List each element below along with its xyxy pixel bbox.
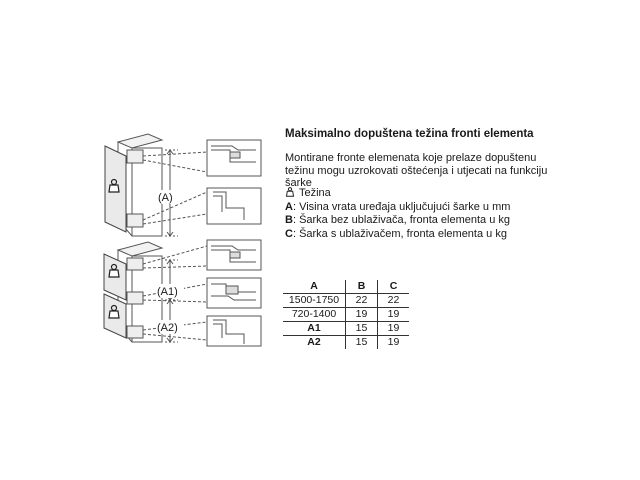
weight-icon [285, 187, 295, 197]
legend-item-weight [285, 187, 510, 201]
hinge-detail-lower-top [207, 240, 261, 270]
legend-text: : Šarka s ublaživačem, fronta elementa u kg [292, 227, 507, 240]
legend-key: B [285, 214, 293, 226]
table-row [283, 308, 409, 322]
table-cell: 19 [378, 322, 410, 336]
table-cell: 19 [346, 308, 378, 322]
table-row [283, 336, 409, 350]
section-title: Maksimalno dopuštena težina fronti elementa [285, 128, 534, 140]
description-text: Montirane fronte elemenata koje prelaze dopuštenu težinu mogu uzrokovati oštećenja i utjecati na funkciju šarke [285, 152, 548, 189]
table-cell: 22 [346, 294, 378, 308]
legend-text: : Visina vrata uređaja uključujući šarke u mm [292, 200, 511, 213]
legend-item-b [285, 214, 510, 228]
legend-item-a [285, 201, 510, 215]
table-row [283, 322, 409, 336]
column-header-c: C [378, 280, 410, 294]
legend-text: Težina [299, 187, 331, 199]
table-cell: A2 [307, 336, 321, 348]
legend-key: C [285, 227, 293, 240]
table-header-row [283, 280, 409, 294]
table-cell: 720-1400 [283, 308, 346, 322]
dimension-label-a: (A) [158, 192, 173, 204]
column-header-a: A [283, 280, 346, 294]
hinge-detail-top [207, 140, 261, 176]
legend-text: : Šarka bez ublaživača, fronta elementa u kg [292, 214, 511, 226]
dimension-label-a1: (A1) [157, 286, 178, 298]
hinge-detail-bottom [207, 188, 261, 224]
dimension-label-a2: (A2) [157, 322, 178, 334]
weight-table [283, 280, 409, 349]
table-row [283, 294, 409, 308]
table-cell: 19 [378, 336, 410, 350]
table-cell: 15 [346, 336, 378, 350]
legend [285, 187, 510, 241]
legend-item-c [285, 228, 510, 242]
table-cell: 15 [346, 322, 378, 336]
table-cell: 1500-1750 [283, 294, 346, 308]
hinge-detail-lower-bottom [207, 316, 261, 346]
table-cell: A1 [283, 322, 346, 336]
table-cell: 19 [378, 308, 410, 322]
legend-key: A [285, 200, 293, 213]
hinge-detail-lower-middle [207, 278, 261, 308]
column-header-b: B [346, 280, 378, 294]
table-cell: 22 [378, 294, 410, 308]
